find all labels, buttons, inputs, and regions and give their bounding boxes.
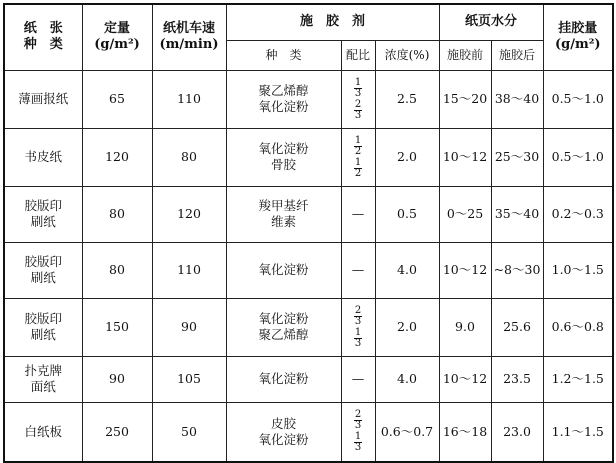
machine-speed-cell: 80 xyxy=(152,128,226,186)
moisture-before-cell: 10～12 xyxy=(439,356,491,402)
ratio-numerator: 2 xyxy=(354,98,362,110)
moisture-after-cell: 35～40 xyxy=(491,186,543,242)
pickup-cell: 1.2～1.5 xyxy=(543,356,613,402)
basis-weight-cell: 80 xyxy=(82,242,152,298)
pickup-cell: 1.1～1.5 xyxy=(543,402,613,462)
agent-name-text: 氧化淀粉 xyxy=(258,311,309,327)
ratio-cell: — xyxy=(341,242,375,298)
concentration-cell: 2.0 xyxy=(375,128,439,186)
ratio-cell xyxy=(341,298,375,356)
moisture-after-cell: ~8～30 xyxy=(491,242,543,298)
ratio-cell: — xyxy=(341,186,375,242)
machine-speed-cell: 90 xyxy=(152,298,226,356)
moisture-after-cell: 23.0 xyxy=(491,402,543,462)
agent-name-text: 氧化淀粉 xyxy=(258,141,309,157)
ratio-denominator: 2 xyxy=(354,167,362,179)
header-machine-speed: 纸机车速 (m/min) xyxy=(152,4,226,70)
header-paper-type: 纸 张 种 类 xyxy=(4,4,82,70)
ratio-cell xyxy=(341,128,375,186)
header-moisture: 纸页水分 xyxy=(439,4,543,40)
agent-type-cell xyxy=(226,70,341,128)
paper-type-cell xyxy=(4,356,82,402)
ratio-numerator: 1 xyxy=(354,431,362,443)
basis-weight-cell: 120 xyxy=(82,128,152,186)
basis-weight-cell: 65 xyxy=(82,70,152,128)
paper-type-text: 胶版印 xyxy=(24,254,62,270)
agent-name-text: 氧化淀粉 xyxy=(258,371,309,387)
ratio-denominator: 3 xyxy=(354,315,362,327)
header-ratio: 配比 xyxy=(341,40,375,70)
ratio-fraction xyxy=(343,306,374,327)
pickup-cell: 0.6～0.8 xyxy=(543,298,613,356)
ratio-denominator: 3 xyxy=(354,337,362,349)
agent-name-text: 羧甲基纤 xyxy=(258,198,309,214)
header-after: 施胶后 xyxy=(491,40,543,70)
pickup-cell: 1.0～1.5 xyxy=(543,242,613,298)
ratio-fraction xyxy=(343,136,374,157)
header-basis-weight: 定量 (g/m²) xyxy=(82,4,152,70)
paper-type-text: 胶版印 xyxy=(24,198,62,214)
ratio-cell xyxy=(341,402,375,462)
paper-type-text: 胶版印 xyxy=(24,311,62,327)
paper-type-text: 薄画报纸 xyxy=(18,91,69,107)
paper-type-text: 刷纸 xyxy=(30,327,56,342)
basis-weight-cell: 150 xyxy=(82,298,152,356)
table-row xyxy=(4,402,613,462)
pickup-cell: 0.2～0.3 xyxy=(543,186,613,242)
moisture-before-cell: 16～18 xyxy=(439,402,491,462)
header-before: 施胶前 xyxy=(439,40,491,70)
agent-name-text: 皮胶 xyxy=(270,416,296,432)
ratio-fraction xyxy=(343,410,374,431)
moisture-before-cell: 10～12 xyxy=(439,242,491,298)
paper-type-cell xyxy=(4,128,82,186)
ratio-numerator: 1 xyxy=(354,156,362,168)
table-row xyxy=(4,242,613,298)
agent-type-cell xyxy=(226,186,341,242)
ratio-fraction xyxy=(343,158,374,179)
agent-name-text: 氧化淀粉 xyxy=(258,431,309,447)
paper-type-cell xyxy=(4,70,82,128)
ratio-numerator: 2 xyxy=(354,304,362,316)
agent-name-text: 氧化淀粉 xyxy=(258,262,309,278)
concentration-cell: 0.5 xyxy=(375,186,439,242)
agent-name-text: 聚乙烯醇 xyxy=(258,83,309,99)
machine-speed-cell: 120 xyxy=(152,186,226,242)
machine-speed-cell: 50 xyxy=(152,402,226,462)
basis-weight-cell: 90 xyxy=(82,356,152,402)
header-sizing-agent: 施 胶 剂 xyxy=(226,4,439,40)
ratio-cell: — xyxy=(341,356,375,402)
table-row xyxy=(4,186,613,242)
machine-speed-cell: 110 xyxy=(152,242,226,298)
moisture-before-cell: 9.0 xyxy=(439,298,491,356)
machine-speed-cell: 110 xyxy=(152,70,226,128)
table-row xyxy=(4,128,613,186)
agent-name-text: 氧化淀粉 xyxy=(258,99,309,114)
moisture-before-cell: 15～20 xyxy=(439,70,491,128)
ratio-fraction xyxy=(343,328,374,349)
ratio-denominator: 3 xyxy=(354,420,362,432)
concentration-cell: 2.5 xyxy=(375,70,439,128)
pickup-cell: 0.5～1.0 xyxy=(543,128,613,186)
ratio-denominator: 3 xyxy=(354,87,362,99)
paper-type-text: 面纸 xyxy=(30,379,56,394)
paper-type-cell xyxy=(4,242,82,298)
paper-type-cell xyxy=(4,298,82,356)
moisture-before-cell: 0～25 xyxy=(439,186,491,242)
concentration-cell: 4.0 xyxy=(375,356,439,402)
ratio-numerator: 2 xyxy=(354,409,362,421)
agent-name-text: 维素 xyxy=(270,214,296,229)
agent-type-cell xyxy=(226,128,341,186)
ratio-numerator: 1 xyxy=(354,76,362,88)
agent-type-cell xyxy=(226,356,341,402)
paper-type-text: 刷纸 xyxy=(30,270,56,285)
concentration-cell: 2.0 xyxy=(375,298,439,356)
concentration-cell: 0.6～0.7 xyxy=(375,402,439,462)
agent-type-cell xyxy=(226,242,341,298)
agent-type-cell xyxy=(226,402,341,462)
header-pickup: 挂胶量 (g/m²) xyxy=(543,4,613,70)
ratio-fraction xyxy=(343,78,374,99)
header-concentration: 浓度(%) xyxy=(375,40,439,70)
basis-weight-cell: 80 xyxy=(82,186,152,242)
sizing-table xyxy=(3,3,614,463)
agent-name-text: 骨胶 xyxy=(270,157,296,172)
ratio-denominator: 3 xyxy=(354,109,362,121)
ratio-denominator: 2 xyxy=(354,145,362,157)
ratio-numerator: 1 xyxy=(354,326,362,338)
table-row xyxy=(4,70,613,128)
paper-type-text: 刷纸 xyxy=(30,214,56,229)
moisture-after-cell: 25.6 xyxy=(491,298,543,356)
moisture-after-cell: 23.5 xyxy=(491,356,543,402)
table-row xyxy=(4,356,613,402)
ratio-cell xyxy=(341,70,375,128)
paper-type-text: 扑克牌 xyxy=(24,363,62,379)
ratio-denominator: 3 xyxy=(354,442,362,454)
ratio-fraction xyxy=(343,100,374,121)
pickup-cell: 0.5～1.0 xyxy=(543,70,613,128)
table-row xyxy=(4,298,613,356)
paper-type-cell xyxy=(4,402,82,462)
paper-type-text: 白纸板 xyxy=(24,423,62,439)
machine-speed-cell: 105 xyxy=(152,356,226,402)
paper-type-text: 书皮纸 xyxy=(24,149,62,165)
paper-type-cell xyxy=(4,186,82,242)
agent-type-cell xyxy=(226,298,341,356)
agent-name-text: 聚乙烯醇 xyxy=(258,327,309,342)
basis-weight-cell: 250 xyxy=(82,402,152,462)
header-agent-type: 种 类 xyxy=(226,40,341,70)
moisture-before-cell: 10～12 xyxy=(439,128,491,186)
concentration-cell: 4.0 xyxy=(375,242,439,298)
ratio-numerator: 1 xyxy=(354,134,362,146)
ratio-fraction xyxy=(343,432,374,453)
moisture-after-cell: 38～40 xyxy=(491,70,543,128)
moisture-after-cell: 25～30 xyxy=(491,128,543,186)
